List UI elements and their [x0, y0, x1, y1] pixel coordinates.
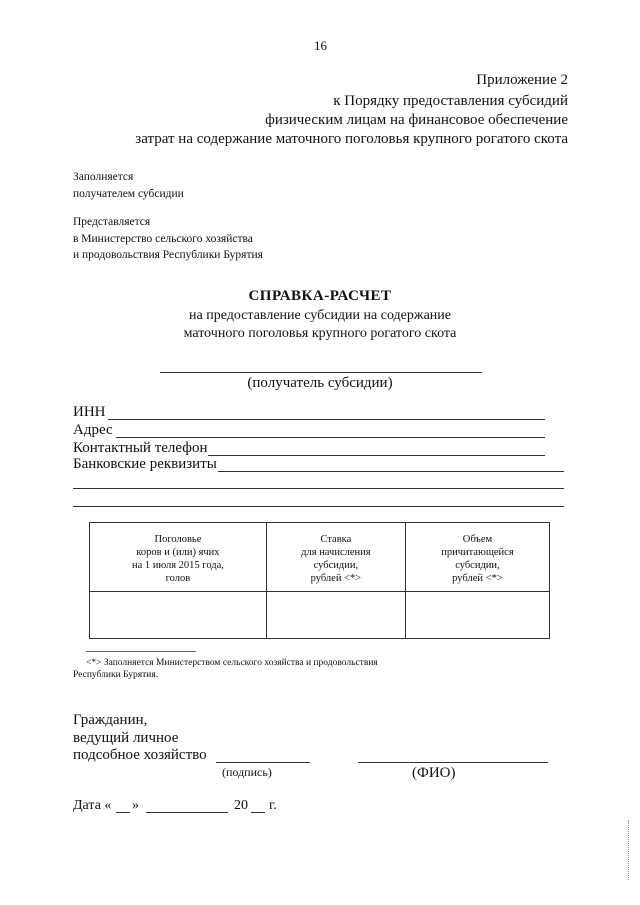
table-cell-livestock[interactable] — [90, 592, 267, 639]
date-day-field[interactable] — [116, 812, 130, 813]
date-year-field[interactable] — [251, 812, 265, 813]
signature-caption: (подпись) — [222, 765, 272, 779]
table-header-livestock: Поголовье коров и (или) ячих на 1 июля 2015 года, голов — [90, 523, 267, 592]
table-header-rate: Ставка для начисления субсидии, рублей <*> — [266, 523, 405, 592]
appendix-title: Приложение 2 — [476, 72, 568, 88]
submitted-to-line-1: Представляется — [73, 216, 151, 228]
fio-field[interactable] — [358, 762, 548, 763]
bank-field-line-2[interactable] — [73, 488, 564, 489]
signature-field[interactable] — [216, 762, 310, 763]
page-number: 16 — [314, 38, 327, 53]
table-header-amount: Объем причитающейся субсидии, рублей <*> — [405, 523, 549, 592]
date-month-field[interactable] — [146, 812, 228, 813]
date-quote-close: » — [132, 798, 139, 813]
appendix-line-3: затрат на содержание маточного поголовья крупного рогатого скота — [135, 131, 568, 147]
footnote-line-2: Республики Бурятия. — [73, 670, 159, 680]
phone-field[interactable] — [208, 455, 545, 456]
phone-label: Контактный телефон — [73, 440, 208, 456]
inn-label: ИНН — [73, 404, 106, 420]
citizen-line-2: ведущий личное — [73, 730, 179, 746]
bank-field-line-3[interactable] — [73, 506, 564, 507]
document-title: СПРАВКА-РАСЧЕТ — [248, 288, 392, 304]
bank-label: Банковские реквизиты — [73, 456, 217, 472]
appendix-line-1: к Порядку предоставления субсидий — [333, 93, 568, 109]
date-suffix: г. — [269, 798, 277, 813]
citizen-line-3: подсобное хозяйство — [73, 747, 207, 763]
scan-artifact — [628, 820, 629, 880]
table-cell-amount[interactable] — [405, 592, 549, 639]
recipient-caption: (получатель субсидии) — [247, 375, 393, 391]
address-label: Адрес — [73, 422, 113, 438]
submitted-to-line-2: в Министерство сельского хозяйства — [73, 233, 253, 245]
footnote-divider — [86, 651, 196, 652]
fio-caption: (ФИО) — [412, 765, 456, 781]
appendix-line-2: физическим лицам на финансовое обеспечение — [265, 112, 568, 128]
filled-by-line-1: Заполняется — [73, 171, 134, 183]
submitted-to-line-3: и продовольствия Республики Бурятия — [73, 249, 263, 261]
recipient-line[interactable] — [160, 372, 482, 373]
date-year-prefix: 20 — [234, 798, 248, 813]
address-field[interactable] — [116, 437, 545, 438]
table-row — [90, 592, 550, 639]
inn-field[interactable] — [108, 419, 545, 420]
table-header-row — [90, 523, 550, 592]
footnote-line-1: <*> Заполняется Министерством сельского хозяйства и продовольствия — [86, 658, 378, 668]
document-subtitle-1: на предоставление субсидии на содержание — [189, 308, 451, 323]
citizen-line-1: Гражданин, — [73, 712, 148, 728]
date-label: Дата « — [73, 798, 112, 813]
calculation-table — [89, 522, 550, 639]
filled-by-line-2: получателем субсидии — [73, 188, 184, 200]
bank-field[interactable] — [218, 471, 564, 472]
document-subtitle-2: маточного поголовья крупного рогатого скота — [183, 326, 457, 341]
table-cell-rate[interactable] — [266, 592, 405, 639]
